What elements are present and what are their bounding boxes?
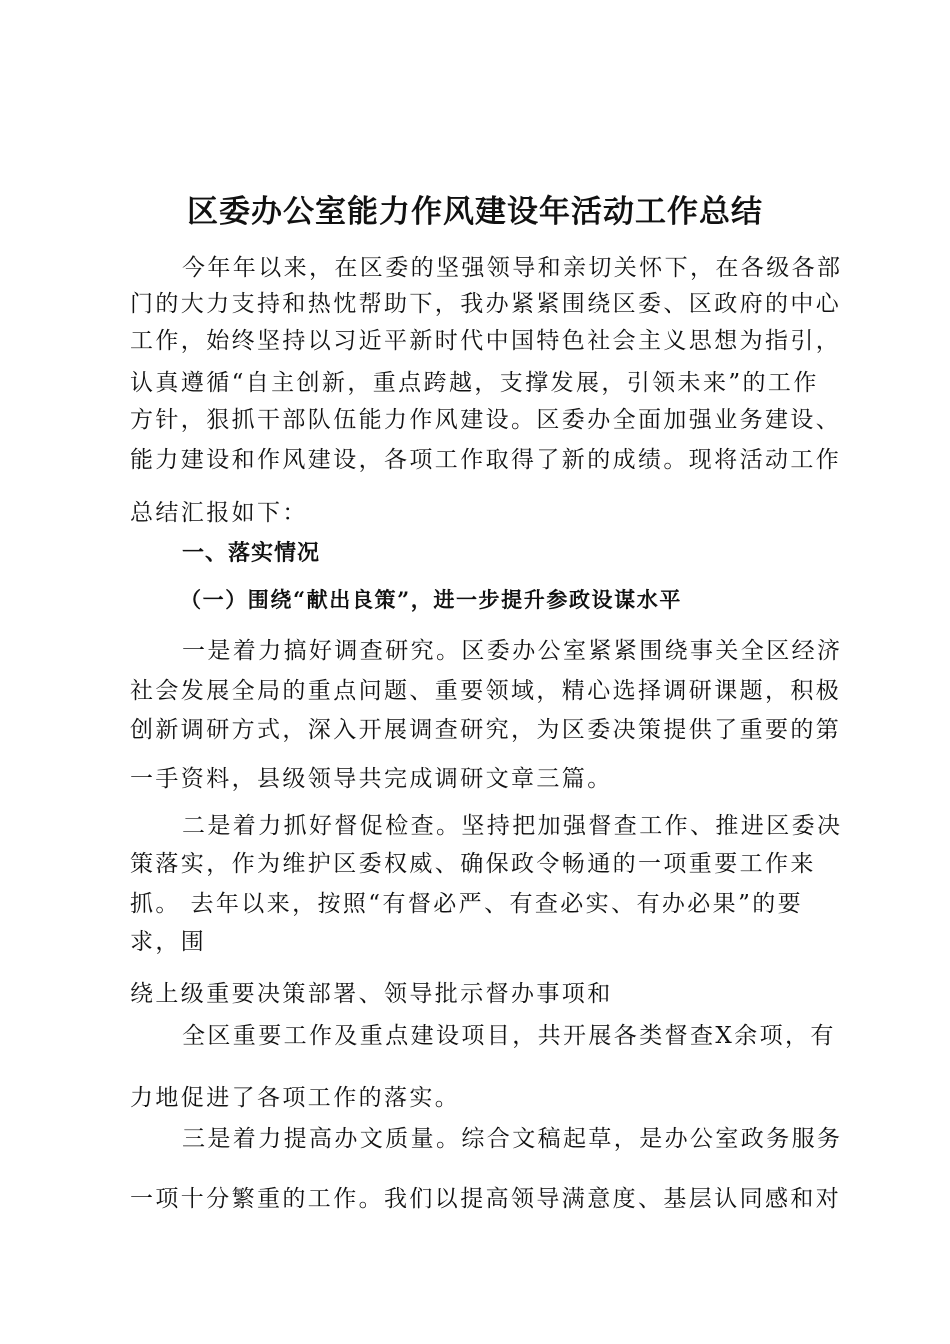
research-line-1: 一是着力搞好调查研究。区委办公室紧紧围绕事关全区经济 bbox=[182, 638, 843, 664]
supervision-line-7: 力地促进了各项工作的落实。 bbox=[130, 1085, 461, 1111]
intro-line-4: 认真遵循“自主创新，重点跨越，支撑发展，引领未来”的工作 bbox=[130, 370, 819, 396]
intro-line-1: 今年年以来，在区委的坚强领导和亲切关怀下，在各级各部 bbox=[182, 255, 843, 281]
intro-line-2: 门的大力支持和热忱帮助下，我办紧紧围绕区委、区政府的中心 bbox=[130, 291, 842, 317]
supervision-line-3: 抓。 去年以来，按照“有督必严、有查必实、有办必果”的要 bbox=[130, 891, 804, 917]
research-line-2: 社会发展全局的重点问题、重要领域，精心选择调研课题，积极 bbox=[130, 678, 842, 704]
documents-line-1: 三是着力提高办文质量。综合文稿起草，是办公室政务服务 bbox=[182, 1126, 843, 1152]
research-line-4: 一手资料，县级领导共完成调研文章三篇。 bbox=[130, 766, 613, 792]
supervision-line-1: 二是着力抓好督促检查。坚持把加强督查工作、推进区委决 bbox=[182, 813, 843, 839]
subsection-heading: （一）围绕“献出良策”，进一步提升参政设谋水平 bbox=[180, 587, 682, 612]
supervision-line-6: 全区重要工作及重点建设项目，共开展各类督查X余项，有 bbox=[182, 1023, 836, 1049]
section-heading: 一、落实情况 bbox=[182, 541, 321, 566]
documents-line-2: 一项十分繁重的工作。我们以提高领导满意度、基层认同感和对 bbox=[130, 1186, 842, 1212]
supervision-line-4: 求，围 bbox=[130, 929, 207, 955]
supervision-line-2: 策落实，作为维护区委权威、确保政令畅通的一项重要工作来 bbox=[130, 851, 816, 877]
intro-line-6: 能力建设和作风建设，各项工作取得了新的成绩。现将活动工作 bbox=[130, 447, 842, 473]
intro-line-7: 总结汇报如下： bbox=[130, 500, 308, 526]
intro-line-3: 工作，始终坚持以习近平新时代中国特色社会主义思想为指引， bbox=[130, 328, 842, 354]
supervision-line-5: 绕上级重要决策部署、领导批示督办事项和 bbox=[130, 981, 613, 1007]
document-title: 区委办公室能力作风建设年活动工作总结 bbox=[187, 194, 763, 230]
intro-line-5: 方针，狠抓干部队伍能力作风建设。区委办全面加强业务建设、 bbox=[130, 407, 842, 433]
research-line-3: 创新调研方式，深入开展调查研究，为区委决策提供了重要的第 bbox=[130, 717, 842, 743]
